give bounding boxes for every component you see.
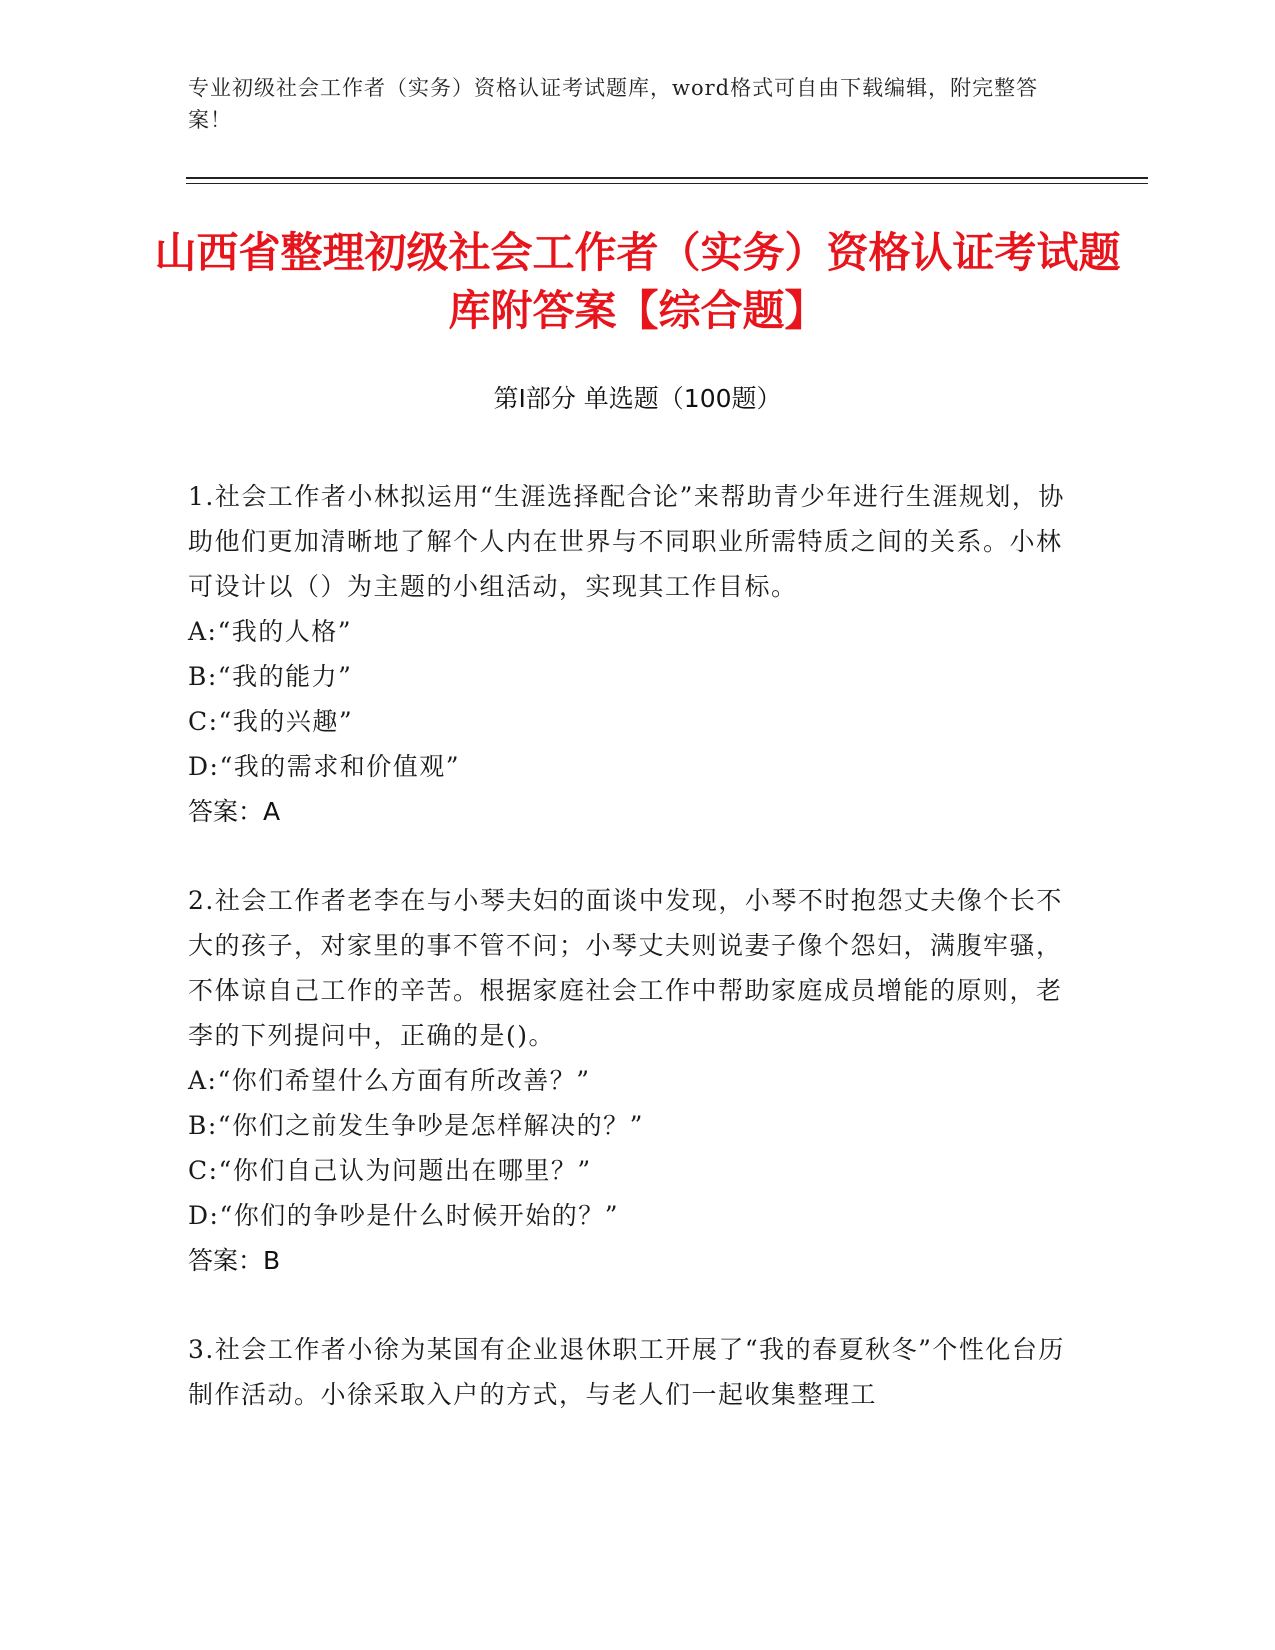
option-a: A:“我的人格”: [188, 617, 353, 646]
answer: 答案：B: [188, 1246, 281, 1275]
question-3: [188, 1327, 1068, 1417]
header-note: 专业初级社会工作者（实务）资格认证考试题库，word格式可自由下载编辑，附完整答案！: [188, 76, 1039, 132]
option-d: D:“我的需求和价值观”: [188, 752, 461, 781]
option-d: D:“你们的争吵是什么时候开始的？”: [188, 1201, 620, 1230]
option-c: C:“你们自己认为问题出在哪里？”: [188, 1156, 592, 1185]
option-a: A:“你们希望什么方面有所改善？”: [188, 1066, 591, 1095]
option-b: B:“你们之前发生争吵是怎样解决的？”: [188, 1111, 644, 1140]
question-1: [188, 474, 1068, 834]
question-2: [188, 878, 1068, 1283]
question-stem: 3.社会工作者小徐为某国有企业退休职工开展了“我的春夏秋冬”个性化台历制作活动。小徐采取入户的方式，与老人们一起收集整理工: [188, 1335, 1065, 1409]
document-title: 山西省整理初级社会工作者（实务）资格认证考试题库附答案【综合题】: [154, 228, 1121, 335]
answer: 答案：A: [188, 797, 281, 826]
option-b: B:“我的能力”: [188, 662, 353, 691]
section-heading: 第Ⅰ部分 单选题（100题）: [493, 384, 782, 413]
question-stem: 2.社会工作者老李在与小琴夫妇的面谈中发现，小琴不时抱怨丈夫像个长不大的孩子，对家里的事不管不问；小琴丈夫则说妻子像个怨妇，满腹牢骚，不体谅自己工作的辛苦。根据家庭社会工作中帮助家庭成员增能的原则，老李的下列提问中，正确的是()。: [188, 886, 1063, 1050]
question-stem: 1.社会工作者小林拟运用“生涯选择配合论”来帮助青少年进行生涯规划，协助他们更加清晰地了解个人内在世界与不同职业所需特质之间的关系。小林可设计以（）为主题的小组活动，实现其工作目标。: [188, 482, 1065, 601]
option-c: C:“我的兴趣”: [188, 707, 354, 736]
header-divider-thick: [186, 177, 1148, 179]
header-divider-thin: [186, 183, 1148, 184]
